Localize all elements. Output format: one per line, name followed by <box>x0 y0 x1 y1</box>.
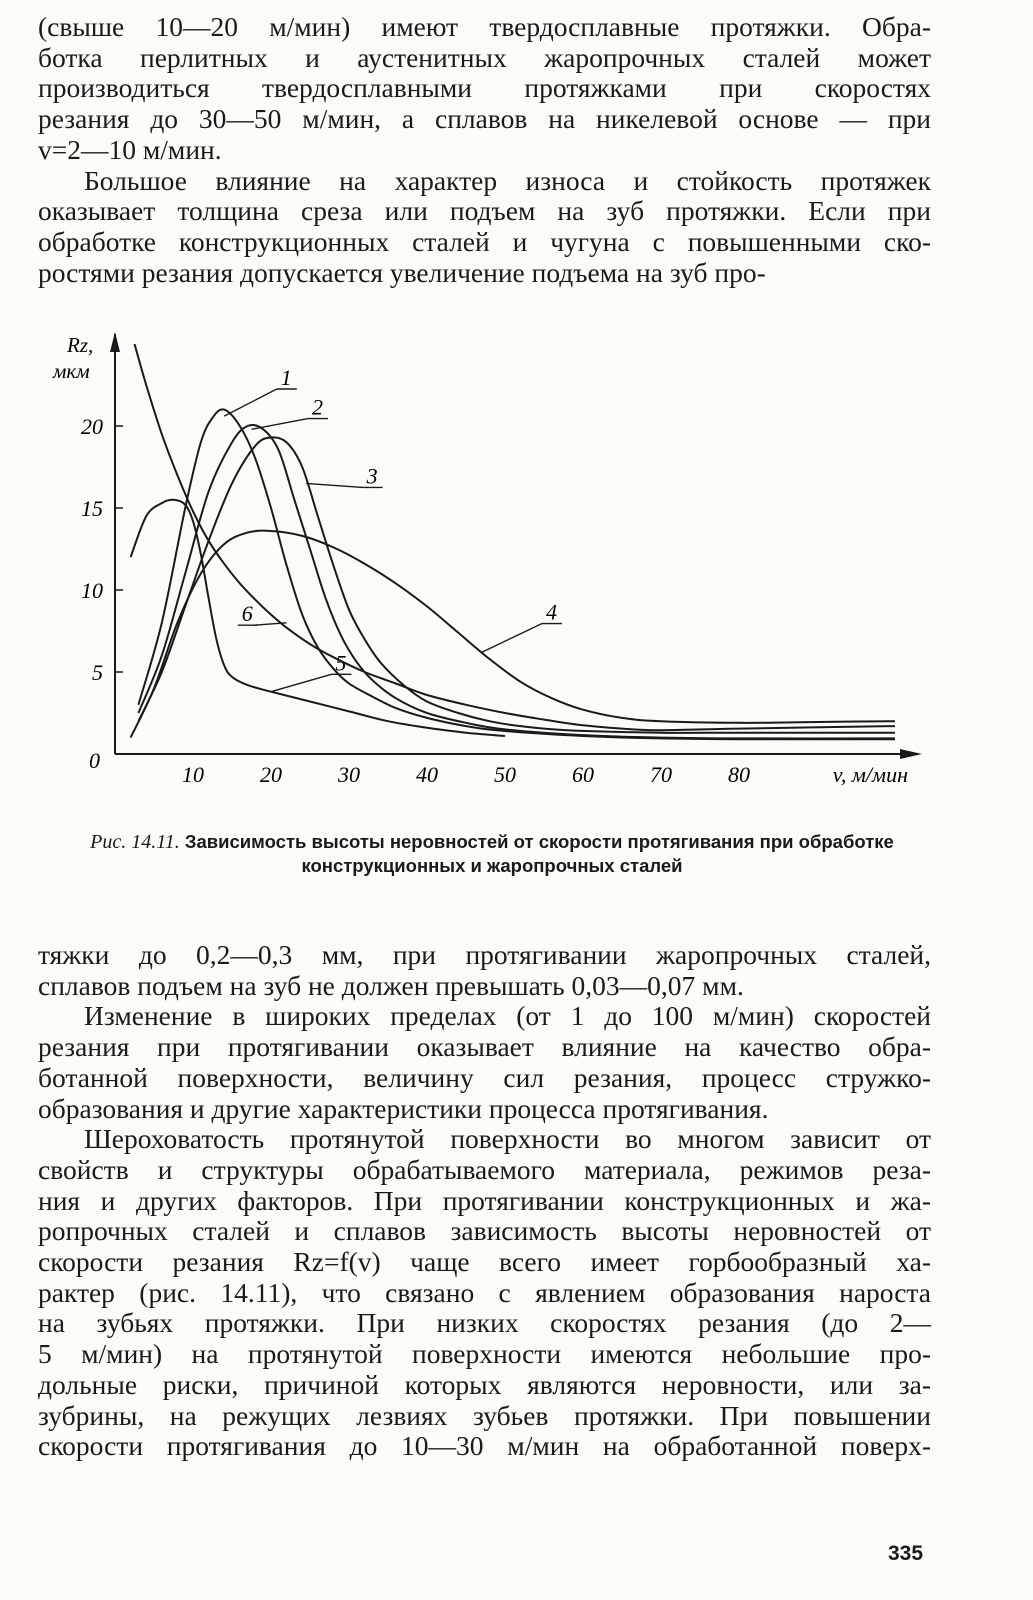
x-axis-label: v, м/мин <box>832 762 908 787</box>
text-line: (свыше 10—20 м/мин) имеют твердосплавные протяжки. Обра- <box>38 11 931 42</box>
y-axis-arrow <box>110 332 120 352</box>
series-label-4: 4 <box>546 599 557 625</box>
x-tick-label: 80 <box>728 762 750 787</box>
text-line: ния и других факторов. При протягивании конструкционных и жа- <box>38 1184 931 1216</box>
x-tick-label: 40 <box>416 762 438 787</box>
x-tick-label: 30 <box>338 762 360 787</box>
leader-line <box>306 483 363 487</box>
text-line: Большое влияние на характер износа и стойкость протяжек <box>84 164 931 196</box>
text-line: v=2—10 м/мин. <box>38 133 222 165</box>
series-label-6: 6 <box>241 601 253 627</box>
text-line: зубрины, на режущих лезвиях зубьев протяжки. При повышении <box>38 1399 931 1431</box>
text-line: образования и другие характеристики процесса протягивания. <box>38 1092 769 1124</box>
figure-caption <box>62 830 922 878</box>
text-line: ботка перлитных и аустенитных жаропрочных сталей может <box>38 41 931 73</box>
series-label-2: 2 <box>312 394 323 420</box>
series-label-1: 1 <box>280 365 292 390</box>
x-tick-label: 60 <box>572 762 594 787</box>
text-line: ропрочных сталей и сплавов зависимость высоты неровностей от <box>38 1215 931 1247</box>
series-line-3 <box>138 437 895 733</box>
y-tick-label: 20 <box>81 414 103 439</box>
text-line: Шероховатость протянутой поверхности во многом зависит от <box>84 1123 931 1155</box>
text-line: рактер (рис. 14.11), что связано с явлением образования нароста <box>38 1276 931 1308</box>
text-line: 5 м/мин) на протянутой поверхности имеются небольшие про- <box>38 1338 931 1370</box>
y-axis-unit: мкм <box>53 359 90 383</box>
text-line: на зубьях протяжки. При низких скоростях резания (до 2— <box>38 1307 931 1339</box>
text-line: ростями резания допускается увеличение подъема на зуб про- <box>38 256 766 288</box>
x-tick-label: 50 <box>494 762 516 787</box>
x-axis-arrow <box>900 749 922 759</box>
text-line: резания при протягивании оказывает влияние на качество обра- <box>38 1031 931 1063</box>
text-line: оказывает толщина среза или подъем на зуб протяжки. Если при <box>38 195 931 227</box>
page-number: 335 <box>888 1542 924 1565</box>
text-line: сплавов подъем на зуб не должен превышать 0,03—0,07 мм. <box>38 969 744 1001</box>
y-tick-label: 5 <box>92 660 103 685</box>
leader-line <box>252 419 309 430</box>
text-line: Изменение в широких пределах (от 1 до 100 м/мин) скоростей <box>84 1000 931 1032</box>
y-axis-label: Rz, <box>67 333 94 357</box>
y-tick-label: 15 <box>81 496 103 521</box>
leader-line <box>271 674 331 691</box>
series-line-4 <box>131 531 895 738</box>
series-label-3: 3 <box>366 463 378 489</box>
leader-line <box>482 624 542 653</box>
chart-svg <box>50 322 930 802</box>
x-tick-label: 10 <box>182 762 204 787</box>
text-line: дольные риски, причиной которых являются неровности, или за- <box>38 1368 931 1400</box>
series-line-1 <box>138 409 895 739</box>
text-line: тяжки до 0,2—0,3 мм, при протягивании жаропрочных сталей, <box>38 939 931 970</box>
text-line: производиться твердосплавными протяжками при скоростях <box>38 72 931 104</box>
origin-label: 0 <box>89 748 100 773</box>
text-line: резания до 30—50 м/мин, а сплавов на никелевой основе — при <box>38 103 931 135</box>
top-paragraphs <box>38 12 931 288</box>
text-line: обработке конструкционных сталей и чугуна с повышенными ско- <box>38 225 931 257</box>
leader-line <box>224 389 277 416</box>
text-line: скорости резания Rz=f(v) чаще всего имеет горбообразный ха- <box>38 1246 931 1278</box>
text-line: скорости протягивания до 10—30 м/мин на обработанной поверх- <box>38 1430 931 1462</box>
x-tick-label: 20 <box>260 762 282 787</box>
text-line: ботанной поверхности, величину сил резания, процесс стружко- <box>38 1061 931 1093</box>
series-line-2 <box>138 425 895 739</box>
series-label-5: 5 <box>335 650 347 676</box>
figure-14-11 <box>50 322 930 802</box>
bottom-paragraphs <box>38 940 931 1462</box>
x-tick-label: 70 <box>650 762 672 787</box>
caption-text: Зависимость высоты неровностей от скорости протягивания при обработке конструкционных и жаропрочных сталей <box>184 831 894 876</box>
caption-label: Рис. 14.11. <box>90 831 180 853</box>
y-tick-label: 10 <box>81 578 103 603</box>
text-line: свойств и структуры обрабатываемого материала, режимов реза- <box>38 1153 931 1185</box>
series-line-6 <box>135 344 896 730</box>
